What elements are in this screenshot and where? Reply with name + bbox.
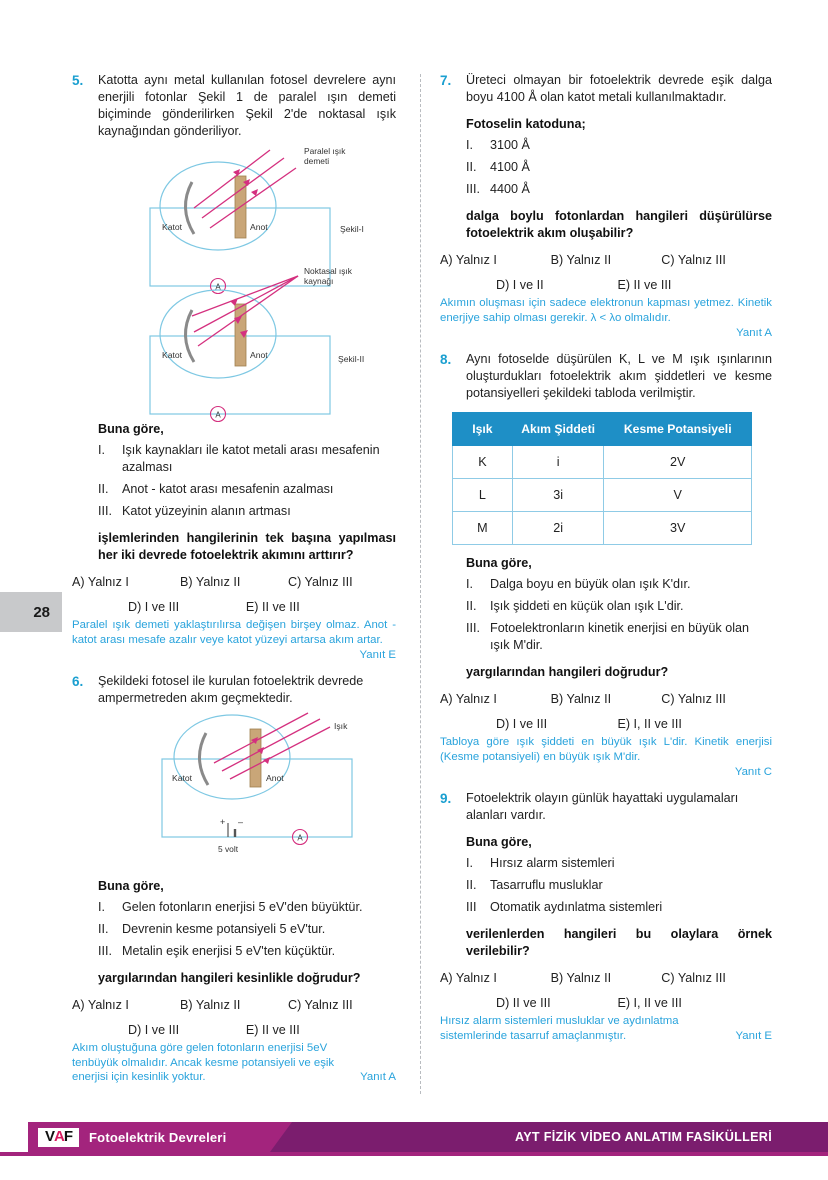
fig6-cathode-label: Katot bbox=[172, 773, 193, 783]
cell-current: 2i bbox=[512, 512, 604, 545]
photocell-figures-svg bbox=[72, 146, 404, 420]
content-columns bbox=[72, 72, 772, 1082]
logo-letter-a: Α bbox=[54, 1127, 64, 1145]
ask-suffix: doğrudur? bbox=[293, 971, 361, 985]
cell-current: 3i bbox=[512, 479, 604, 512]
question-6-item-2: II. Devrenin kesme potansiyeli 5 eV'tur. bbox=[98, 922, 326, 936]
option-a[interactable]: A) Yalnız I bbox=[72, 998, 129, 1012]
ask-underlined: kesinlikle bbox=[236, 971, 294, 985]
question-7-options-row-2 bbox=[440, 278, 772, 292]
fig1-ammeter-label: A bbox=[215, 282, 221, 292]
vaf-logo bbox=[38, 1128, 79, 1147]
table-header-row bbox=[453, 413, 752, 446]
left-column bbox=[72, 72, 404, 1082]
question-8-lead: Buna göre, bbox=[466, 556, 532, 570]
option-c[interactable]: C) Yalnız III bbox=[661, 971, 726, 985]
question-5-lead: Buna göre, bbox=[98, 422, 164, 436]
option-e[interactable]: E) I, II ve III bbox=[617, 996, 682, 1010]
question-6-lead: Buna göre, bbox=[98, 879, 164, 893]
question-7-answer: Yanıt A bbox=[736, 327, 772, 339]
fig1-source-label-1: Paralel ışık bbox=[304, 146, 346, 156]
question-9-answer: Yanıt E bbox=[735, 1029, 772, 1042]
photocell-battery-circuit-svg bbox=[72, 713, 404, 863]
question-6-options-row-1 bbox=[72, 998, 396, 1012]
question-9 bbox=[440, 790, 772, 1043]
cell-current: i bbox=[512, 446, 604, 479]
cell-light: M bbox=[453, 512, 513, 545]
fig2-caption: Şekil-II bbox=[338, 354, 365, 364]
question-6-figure bbox=[72, 713, 396, 868]
cell-potential: V bbox=[604, 479, 752, 512]
option-e[interactable]: E) II ve III bbox=[245, 1023, 300, 1037]
option-c[interactable]: C) Yalnız III bbox=[661, 253, 726, 267]
question-7-lead: Fotoselin katoduna; bbox=[466, 117, 586, 131]
question-9-lead: Buna göre, bbox=[466, 835, 532, 849]
option-a[interactable]: A) Yalnız I bbox=[440, 971, 497, 985]
fig6-ammeter-label: A bbox=[297, 833, 303, 843]
option-a[interactable]: A) Yalnız I bbox=[440, 253, 497, 267]
question-8-ask: yargılarından hangileri doğrudur? bbox=[466, 665, 669, 679]
cell-potential: 3V bbox=[604, 512, 752, 545]
fig2-source-label-2: kaynağı bbox=[304, 276, 334, 286]
footer-right-title: AYT FİZİK VİDEO ANLATIM FASİKÜLLERİ bbox=[514, 1130, 772, 1144]
question-7-stem: Üreteci olmayan bir fotoelektrik devrede eşik dalga boyu 4100 Å olan katot metali kullanılmaktadır. bbox=[466, 73, 772, 104]
question-8-item-3: III. Fotoelektronların kinetik enerjisi en büyük olan ışık M'dir. bbox=[466, 621, 750, 652]
option-d[interactable]: D) I ve II bbox=[496, 278, 544, 292]
question-7-ask: dalga boylu fotonlardan hangileri düşürülürse fotoelektrik akım oluşabilir? bbox=[466, 209, 772, 240]
footer-left-banner bbox=[28, 1122, 270, 1152]
option-b[interactable]: B) Yalnız II bbox=[179, 998, 241, 1012]
option-b[interactable]: B) Yalnız II bbox=[550, 971, 612, 985]
option-b[interactable]: B) Yalnız II bbox=[179, 575, 241, 589]
fig6-source-label: Işık bbox=[334, 721, 348, 731]
option-e[interactable]: E) I, II ve III bbox=[617, 717, 682, 731]
light-data-table bbox=[452, 412, 752, 545]
question-9-item-2: II. Tasarruflu musluklar bbox=[466, 878, 603, 892]
question-5-explanation: Paralel ışık demeti yaklaştırılırsa değişen birşey olmaz. Anot - katot arası mesafe azalır veye katot yüzeyi artarsa akım artar. bbox=[72, 619, 396, 646]
logo-letter-v: V bbox=[45, 1127, 55, 1145]
option-b[interactable]: B) Yalnız II bbox=[550, 692, 612, 706]
question-5-item-3: III. Katot yüzeyinin alanın artması bbox=[98, 504, 291, 518]
footer-right-banner bbox=[268, 1122, 828, 1152]
table-row bbox=[453, 512, 752, 545]
ask-prefix: yargılarından hangileri bbox=[98, 971, 237, 985]
question-5-answer: Yanıt E bbox=[359, 649, 396, 661]
question-8-answer: Yanıt C bbox=[734, 766, 772, 778]
option-e[interactable]: E) II ve III bbox=[245, 600, 300, 614]
question-7-item-1: I. 3100 Å bbox=[466, 138, 530, 152]
question-8-stem: Aynı fotoselde düşürülen K, L ve M ışık ışınlarının oluşturdukları fotoelektrik akım şiddetleri ve kesme potansiyelleri şekildeki tabloda verilmiştir. bbox=[466, 352, 772, 400]
table-row bbox=[453, 446, 752, 479]
question-8-options-row-1 bbox=[440, 692, 772, 706]
question-6-item-1: I. Gelen fotonların enerjisi 5 eV'den büyüktür. bbox=[98, 900, 363, 914]
question-6-explanation: Akım oluştuğuna göre gelen fotonların enerjisi 5eV tenbüyük olmalıdır. Ancak kesme potansiyeli ve eşik enerjisi için kesinlik yoktur. bbox=[72, 1042, 335, 1083]
option-c[interactable]: C) Yalnız III bbox=[661, 692, 726, 706]
column-header-kesme-potansiyeli: Kesme Potansiyeli bbox=[604, 413, 752, 446]
option-c[interactable]: C) Yalnız III bbox=[287, 998, 353, 1012]
question-6 bbox=[72, 673, 396, 1085]
fig1-caption: Şekil-I bbox=[340, 224, 364, 234]
option-e[interactable]: E) II ve III bbox=[617, 278, 672, 292]
fig2-cathode-label: Katot bbox=[162, 350, 183, 360]
table-row bbox=[453, 479, 752, 512]
cell-light: L bbox=[453, 479, 513, 512]
column-header-akim-siddeti: Akım Şiddeti bbox=[512, 413, 604, 446]
fig6-battery-label: 5 volt bbox=[218, 844, 239, 854]
question-5-item-2: II. Anot - katot arası mesafenin azalması bbox=[98, 482, 334, 496]
option-c[interactable]: C) Yalnız III bbox=[287, 575, 353, 589]
option-d[interactable]: D) I ve III bbox=[128, 600, 180, 614]
fig1-anode-label: Anot bbox=[250, 222, 268, 232]
question-9-item-3: III Otomatik aydınlatma sistemleri bbox=[466, 900, 663, 914]
question-6-options-row-2 bbox=[72, 1023, 396, 1037]
question-5-figure bbox=[72, 146, 396, 420]
fig1-source-label-2: demeti bbox=[304, 156, 330, 166]
option-b[interactable]: B) Yalnız II bbox=[550, 253, 612, 267]
question-8-item-2: II. Işık şiddeti en küçük olan ışık L'dir. bbox=[466, 599, 684, 613]
cell-light: K bbox=[453, 446, 513, 479]
question-9-explanation: Hırsız alarm sistemleri musluklar ve aydınlatma sistemlerinde tasarruf amaçlanmıştır. bbox=[440, 1015, 679, 1042]
question-7-item-3: III. 4400 Å bbox=[466, 182, 530, 196]
option-d[interactable]: D) II ve III bbox=[496, 996, 551, 1010]
question-9-number: 9. bbox=[440, 791, 452, 806]
footer-accent-bar bbox=[0, 1152, 828, 1156]
question-7-options-row-1 bbox=[440, 253, 772, 267]
question-6-answer: Yanıt A bbox=[360, 1071, 396, 1083]
question-5-number: 5. bbox=[72, 73, 84, 88]
fig2-ammeter-label: A bbox=[215, 410, 221, 420]
question-8-number: 8. bbox=[440, 352, 452, 367]
option-d[interactable]: D) I ve III bbox=[128, 1023, 180, 1037]
question-7-explanation: Akımın oluşması için sadece elektronun kapması yetmez. Kinetik enerjiye sahip olması gerekir. λ < λo olmalıdır. bbox=[440, 297, 772, 324]
question-9-explanation-block bbox=[440, 1014, 772, 1043]
question-9-ask: verilenlerden hangileri bu olaylara örnek verilebilir? bbox=[466, 927, 772, 958]
option-d[interactable]: D) I ve III bbox=[496, 717, 548, 731]
page-footer bbox=[0, 1122, 828, 1152]
question-8-item-1: I. Dalga boyu en büyük olan ışık K'dır. bbox=[466, 577, 691, 591]
footer-left-title: Fotoelektrik Devreleri bbox=[89, 1129, 227, 1145]
question-9-stem: Fotoelektrik olayın günlük hayattaki uygulamaları alanları vardır. bbox=[466, 791, 739, 822]
page-number-tab bbox=[0, 592, 62, 632]
question-9-options-row-1 bbox=[440, 971, 772, 985]
question-7-item-2: II. 4100 Å bbox=[466, 160, 530, 174]
question-7 bbox=[440, 72, 772, 339]
question-7-number: 7. bbox=[440, 73, 452, 88]
question-6-explanation-block bbox=[72, 1041, 396, 1085]
fig6-anode-label: Anot bbox=[266, 773, 284, 783]
question-9-item-1: I. Hırsız alarm sistemleri bbox=[466, 856, 615, 870]
page-number: 28 bbox=[33, 603, 50, 621]
question-5 bbox=[72, 72, 396, 661]
question-9-options-row-2 bbox=[440, 996, 772, 1010]
option-a[interactable]: A) Yalnız I bbox=[72, 575, 129, 589]
question-8 bbox=[440, 351, 772, 778]
fig6-minus-label: – bbox=[238, 817, 244, 827]
question-5-item-1: I. Işık kaynakları ile katot metali arası mesafenin azalması bbox=[98, 443, 380, 474]
fig2-source-label-1: Noktasal ışık bbox=[304, 266, 352, 276]
question-5-ask: işlemlerinden hangilerinin tek başına yapılması her iki devrede fotoelektrik akımını arttırır? bbox=[98, 531, 396, 562]
question-6-ask bbox=[98, 970, 396, 987]
right-column bbox=[440, 72, 772, 1082]
logo-letter-f: F bbox=[63, 1127, 73, 1145]
column-header-isik: Işık bbox=[453, 413, 513, 446]
question-5-options-row-2 bbox=[72, 600, 396, 614]
question-6-stem: Şekildeki fotosel ile kurulan fotoelektrik devrede ampermetreden akım geçmektedir. bbox=[98, 674, 364, 705]
fig6-plus-label: + bbox=[220, 817, 226, 827]
question-5-options-row-1 bbox=[72, 575, 396, 589]
question-8-explanation: Tabloya göre ışık şiddeti en büyük ışık L'dir. Kinetik enerjisi (Kesme potansiyeli) en büyük ışık M'dir. bbox=[440, 736, 772, 763]
question-8-options-row-2 bbox=[440, 717, 772, 731]
fig2-anode-label: Anot bbox=[250, 350, 268, 360]
cell-potential: 2V bbox=[604, 446, 752, 479]
question-6-number: 6. bbox=[72, 674, 84, 689]
fig1-cathode-label: Katot bbox=[162, 222, 183, 232]
question-5-stem: Katotta aynı metal kullanılan fotosel devrelere aynı enerjili fotonlar Şekil 1 de paralel ışın demeti biçiminde gönderilirken Şekil 2'de noktasal ışık kaynağından gönderiliyor. bbox=[98, 73, 396, 138]
question-6-item-3: III. Metalin eşik enerjisi 5 eV'ten küçüktür. bbox=[98, 944, 336, 958]
option-a[interactable]: A) Yalnız I bbox=[440, 692, 497, 706]
